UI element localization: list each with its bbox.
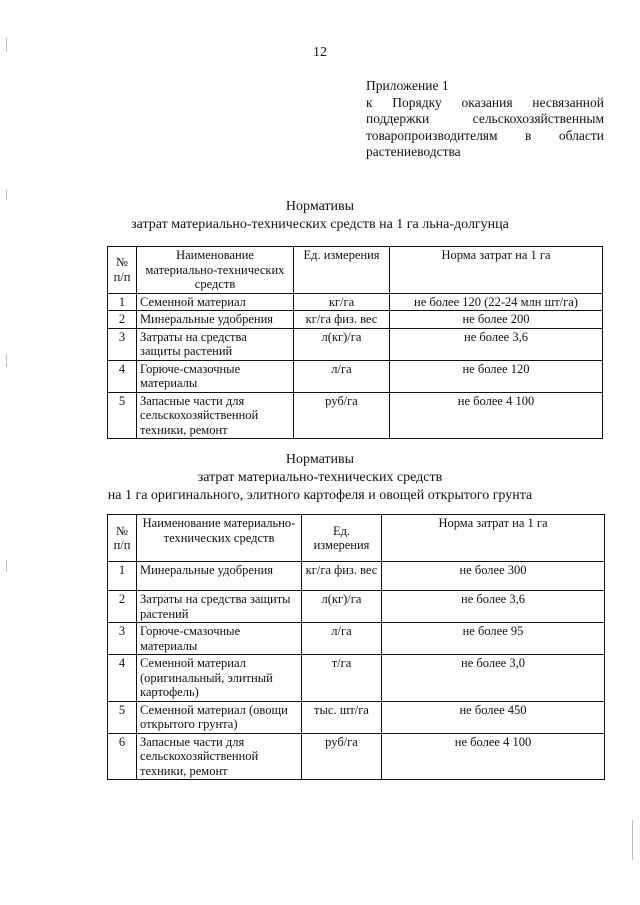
section2-title-line: затрат материально-технических средств [197,470,443,485]
row-no: 3 [108,328,137,360]
table-row [108,392,603,439]
header-no: № п/п [108,515,137,562]
section2-title [0,451,640,505]
row-unit: тыс. шт/га [302,701,382,733]
table-header-row [108,247,603,294]
table-row [108,655,605,702]
row-unit: кг/га физ. вес [294,311,390,329]
row-name: Семенной материал (овощи открытого грунта) [137,701,302,733]
row-no: 1 [108,293,137,311]
row-norm: не более 120 [390,360,603,392]
row-norm: не более 4 100 [390,392,603,439]
row-no: 2 [108,591,137,623]
row-name: Минеральные удобрения [137,311,294,329]
scan-artifact [6,560,7,572]
table-header-row [108,515,605,562]
header-norm: Норма затрат на 1 га [382,515,605,562]
row-norm: не более 120 (22-24 млн шт/га) [390,293,603,311]
header-unit: Ед. измерения [294,247,390,294]
row-unit: кг/га [294,293,390,311]
row-norm: не более 3,6 [382,591,605,623]
row-name: Минеральные удобрения [137,562,302,591]
row-unit: т/га [302,655,382,702]
appendix-title: Приложение 1 [366,78,449,93]
header-unit: Ед. измерения [302,515,382,562]
row-no: 5 [108,392,137,439]
table-row [108,328,603,360]
row-norm: не более 450 [382,701,605,733]
table-row [108,562,605,591]
row-no: 3 [108,623,137,655]
table-row [108,293,603,311]
scan-artifact [6,355,7,367]
row-norm: не более 4 100 [382,733,605,780]
row-unit: л/га [302,623,382,655]
section2-title-line: на 1 га оригинального, элитного картофеля и овощей открытого грунта [107,488,533,503]
row-norm: не более 3,0 [382,655,605,702]
scan-artifact [632,820,633,860]
row-unit: л(кг)/га [302,591,382,623]
header-norm: Норма затрат на 1 га [390,247,603,294]
appendix-text: к Порядку оказания несвязанной поддержки сельскохозяйственным товаропроизводителям в области растениеводства [366,94,604,159]
norms-table-flax [107,246,603,439]
row-unit: руб/га [302,733,382,780]
table-row [108,360,603,392]
row-no: 1 [108,562,137,591]
row-unit: кг/га физ. вес [302,562,382,591]
section1-title-line: затрат материально-технических средств на 1 га льна-долгунца [131,217,509,232]
row-unit: л/га [294,360,390,392]
page-number: 12 [313,45,327,60]
row-unit: руб/га [294,392,390,439]
row-name: Семенной материал (оригинальный, элитный картофель) [137,655,302,702]
row-norm: не более 300 [382,562,605,591]
table-row [108,311,603,329]
row-no: 6 [108,733,137,780]
row-name: Запасные части для сельскохозяйственной техники, ремонт [137,392,294,439]
header-no: № п/п [108,247,137,294]
row-name: Запасные части для сельскохозяйственной техники, ремонт [137,733,302,780]
row-no: 5 [108,701,137,733]
row-name: Семенной материал [137,293,294,311]
norms-table-potato-vegetables [107,514,605,780]
row-norm: не более 200 [390,311,603,329]
header-name: Наименование материально-технических средств [137,515,302,562]
row-norm: не более 95 [382,623,605,655]
row-no: 4 [108,655,137,702]
row-no: 4 [108,360,137,392]
row-name: Затраты на средства защиты растений [137,328,294,360]
table-row [108,733,605,780]
section2-title-line: Нормативы [285,452,355,467]
row-name: Затраты на средства защиты растений [137,591,302,623]
table-row [108,591,605,623]
row-name: Горюче-смазочные материалы [137,623,302,655]
appendix-block [366,78,604,161]
table-row [108,701,605,733]
section1-title-line: Нормативы [285,199,355,214]
row-name: Горюче-смазочные материалы [137,360,294,392]
row-no: 2 [108,311,137,329]
row-unit: л(кг)/га [294,328,390,360]
table-row [108,623,605,655]
row-norm: не более 3,6 [390,328,603,360]
header-name: Наименование материально-технических средств [137,247,294,294]
section1-title [0,198,640,234]
